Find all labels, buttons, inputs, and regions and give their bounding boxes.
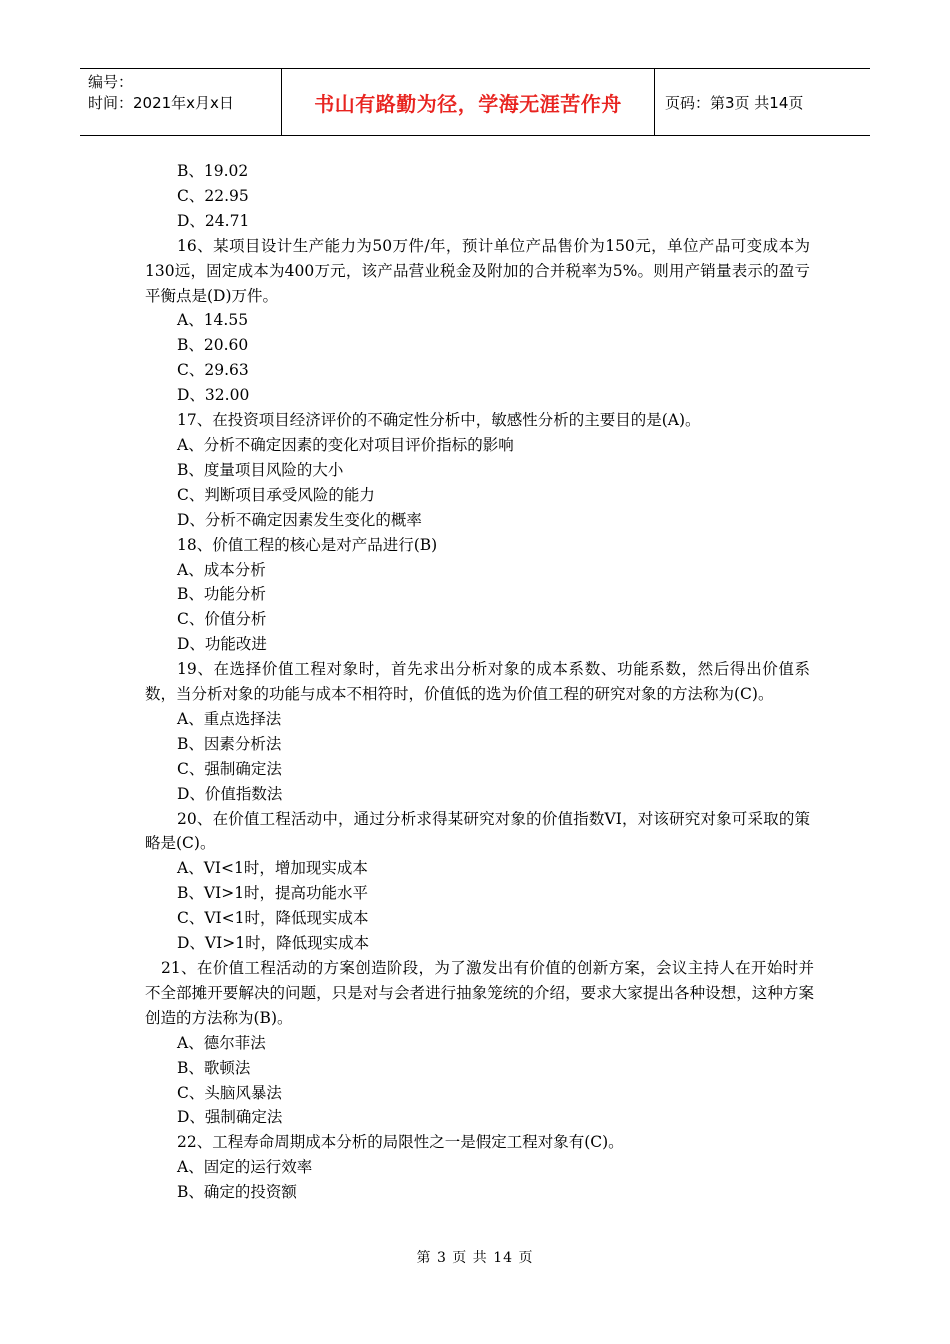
- question-text: 21、在价值工程活动的方案创造阶段，为了激发出有价值的创新方案，会议主持人在开始时并不全部摊开要解决的问题，只是对与会者进行抽象笼统的介绍，要求大家提出各种设想，这种方案创造的方法称为(B)。: [145, 959, 814, 1027]
- answer-option: C、头脑风暴法: [177, 1083, 282, 1102]
- answer-option: D、VI>1时，降低现实成本: [177, 934, 370, 953]
- header-page-cell: [655, 69, 870, 135]
- answer-option: B、歌顿法: [177, 1058, 251, 1077]
- answer-option: D、功能改进: [177, 635, 267, 654]
- header-meta-cell: [80, 69, 282, 135]
- code-label: 编号：: [88, 73, 134, 91]
- answer-option: C、22.95: [177, 186, 249, 205]
- question-text: 18、价值工程的核心是对产品进行(B): [177, 535, 438, 554]
- answer-option: A、成本分析: [177, 560, 266, 579]
- answer-option: C、29.63: [177, 361, 249, 380]
- answer-option: D、强制确定法: [177, 1108, 283, 1127]
- answer-option: D、24.71: [177, 211, 250, 230]
- answer-option: B、功能分析: [177, 585, 266, 604]
- answer-option: C、价值分析: [177, 610, 267, 629]
- answer-option: C、强制确定法: [177, 759, 282, 778]
- answer-option: A、14.55: [177, 311, 249, 330]
- question-text: 16、某项目设计生产能力为50万件/年，预计单位产品售价为150元，单位产品可变成本为130远，固定成本为400万元，该产品营业税金及附加的合并税率为5%。则用产销量表示的盈亏平衡点是(D)万件。: [145, 236, 810, 305]
- time-label: 时间：2021年x月x日: [88, 94, 234, 112]
- answer-option: B、确定的投资额: [177, 1183, 297, 1202]
- question-text: 17、在投资项目经济评价的不确定性分析中，敏感性分析的主要目的是(A)。: [177, 411, 701, 430]
- answer-option: B、20.60: [177, 336, 249, 355]
- answer-option: D、32.00: [177, 386, 250, 405]
- page-header: [80, 68, 870, 136]
- question-text: 19、在选择价值工程对象时，首先求出分析对象的成本系数、功能系数，然后得出价值系数，当分析对象的功能与成本不相符时，价值低的选为价值工程的研究对象的方法称为(C)。: [145, 660, 810, 704]
- answer-option: A、重点选择法: [177, 709, 282, 728]
- question-text: 20、在价值工程活动中，通过分析求得某研究对象的价值指数VI，对该研究对象可采取的策略是(C)。: [145, 809, 810, 853]
- answer-option: B、VI>1时，提高功能水平: [177, 884, 369, 903]
- motto-text: 书山有路勤为径，学海无涯苦作舟: [314, 91, 622, 116]
- answer-option: A、固定的运行效率: [177, 1158, 313, 1177]
- answer-option: B、度量项目风险的大小: [177, 460, 344, 479]
- page-info: 页码：第3页 共14页: [665, 93, 804, 112]
- answer-option: D、分析不确定因素发生变化的概率: [177, 510, 422, 529]
- answer-option: B、19.02: [177, 162, 249, 180]
- footer-page-number: 第 3 页 共 14 页: [416, 1250, 534, 1266]
- answer-option: A、VI<1时，增加现实成本: [177, 859, 368, 878]
- answer-option: D、价值指数法: [177, 784, 283, 803]
- answer-option: A、德尔菲法: [177, 1033, 266, 1052]
- question-text: 22、工程寿命周期成本分析的局限性之一是假定工程对象有(C)。: [177, 1133, 624, 1152]
- document-body: [145, 159, 814, 1205]
- answer-option: A、分析不确定因素的变化对项目评价指标的影响: [177, 435, 514, 454]
- answer-option: C、VI<1时，降低现实成本: [177, 909, 369, 928]
- header-motto-cell: [282, 69, 655, 135]
- answer-option: B、因素分析法: [177, 734, 282, 753]
- answer-option: C、判断项目承受风险的能力: [177, 485, 375, 504]
- page-footer: [0, 1247, 950, 1267]
